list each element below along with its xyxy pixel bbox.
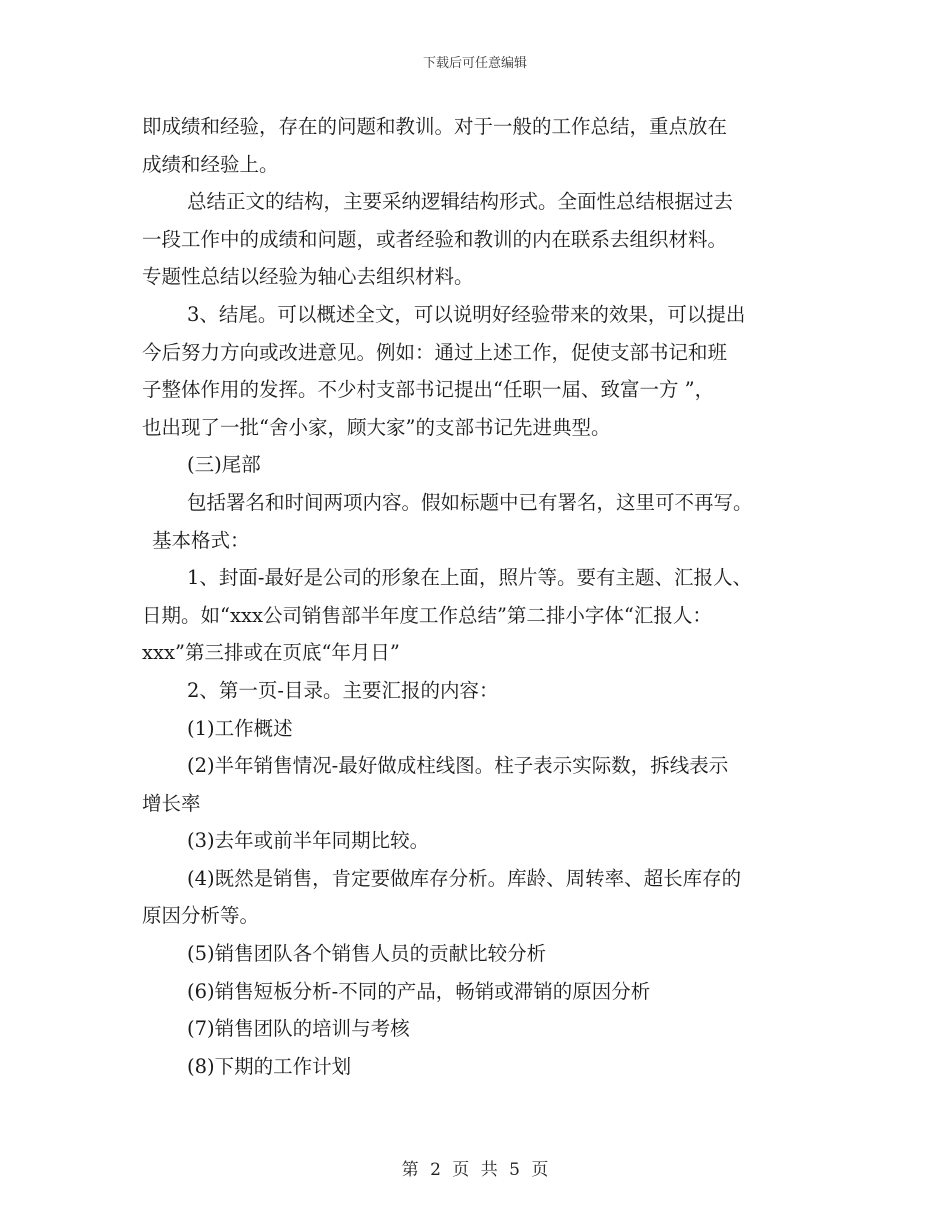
text-line: 日期。如“xxx公司销售部半年度工作总结”第二排小字体“汇报人： (142, 603, 712, 627)
text-line: 包括署名和时间两项内容。假如标题中已有署名，这里可不再写。 (187, 490, 753, 514)
list-item: (8)下期的工作计划 (187, 1054, 352, 1078)
list-item: (5)销售团队各个销售人员的贡献比较分析 (187, 942, 547, 966)
text-line: xxx”第三排或在页底“年月日” (142, 641, 400, 665)
text-line: 也出现了一批“舍小家，顾大家”的支部书记先进典型。 (142, 415, 611, 439)
text-line: 子整体作用的发挥。不少村支部书记提出“任职一届、致富一方 ”， (142, 378, 715, 402)
text-line: 原因分析等。 (142, 904, 260, 928)
text-line: 一段工作中的成绩和问题，或者经验和教训的内在联系去组织材料。 (142, 227, 728, 251)
list-item: (4)既然是销售，肯定要做库存分析。库龄、周转率、超长库存的 (187, 866, 742, 890)
page-header: 下载后可任意编辑 (422, 56, 527, 71)
text-line: 增长率 (142, 791, 201, 815)
text-line: 即成绩和经验，存在的问题和教训。对于一般的工作总结，重点放在 (142, 115, 728, 138)
list-item: (7)销售团队的培训与考核 (187, 1017, 410, 1041)
text-line: 基本格式： (152, 528, 250, 552)
text-line: 今后努力方向或改进意见。例如：通过上述工作，促使支部书记和班 (142, 340, 728, 364)
text-line: 成绩和经验上。 (142, 152, 279, 176)
text-line: 2、第一页-目录。主要汇报的内容： (187, 678, 499, 702)
section-heading: (三)尾部 (187, 453, 261, 477)
list-item: (2)半年销售情况-最好做成柱线图。柱子表示实际数，拆线表示 (187, 754, 729, 778)
document-body (142, 108, 814, 1085)
page-number: 第 2 页 共 5 页 (401, 1160, 549, 1180)
list-item: (1)工作概述 (187, 716, 293, 740)
text-line: 1、封面-最好是公司的形象在上面，照片等。要有主题、汇报人、 (187, 566, 752, 590)
text-line: 专题性总结以经验为轴心去组织材料。 (142, 265, 474, 289)
list-item: (6)销售短板分析-不同的产品，畅销或滞销的原因分析 (187, 979, 651, 1003)
text-line: 3、结尾。可以概述全文，可以说明好经验带来的效果，可以提出 (187, 302, 746, 326)
text-line: 总结正文的结构，主要采纳逻辑结构形式。全面性总结根据过去 (187, 190, 734, 214)
list-item: (3)去年或前半年同期比较。 (187, 829, 430, 853)
